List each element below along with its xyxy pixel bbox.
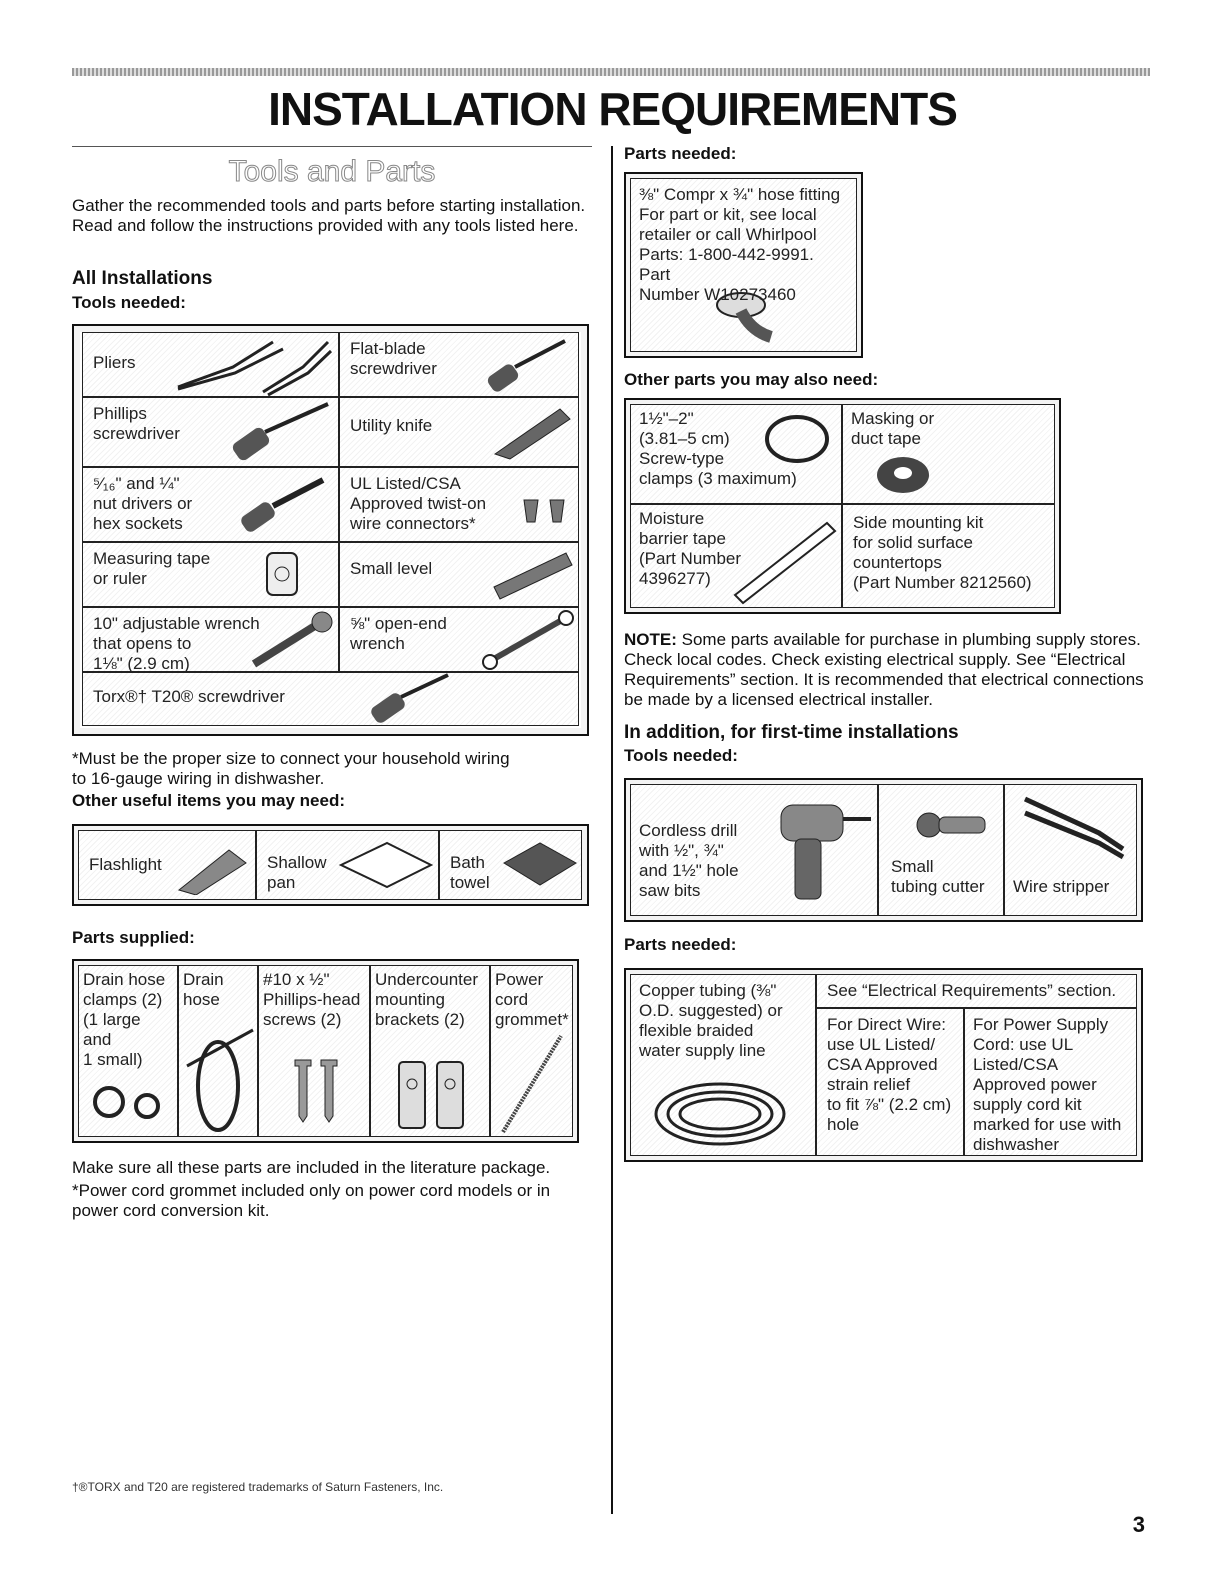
tool-label: Utility knife xyxy=(350,416,433,435)
note-label: NOTE: xyxy=(624,630,677,649)
column-divider xyxy=(611,146,613,1514)
part-hose-fitting xyxy=(630,178,857,352)
part-label: Drain hose clamps (2) (1 large and 1 small) xyxy=(83,970,166,1069)
tools-needed-heading: Tools needed: xyxy=(72,293,186,312)
intro-text: Gather the recommended tools and parts before starting installation. Read and follow the instructions provided with any tools listed here. xyxy=(72,196,586,235)
part-label: Masking or duct tape xyxy=(851,409,935,448)
tool-label: Cordless drill with ½", ¾" and 1½" hole saw bits xyxy=(639,821,739,900)
part-label: Side mounting kit for solid surface countertops (Part Number 8212560) xyxy=(853,513,1032,592)
part-side-mounting-kit xyxy=(842,504,1055,608)
electrical-header xyxy=(816,974,1137,1008)
tool-phillips xyxy=(82,397,339,467)
section-title: Tools and Parts xyxy=(228,155,436,188)
other-parts-heading: Other parts you may also need: xyxy=(624,370,879,389)
tool-label: Phillips screwdriver xyxy=(93,404,180,443)
part-grommet xyxy=(490,965,573,1137)
first-tools-table xyxy=(624,778,1143,922)
tool-label: ⅝" open-end wrench xyxy=(350,614,447,653)
left-rule xyxy=(72,146,592,147)
part-label: Drain hose xyxy=(183,970,224,1009)
tool-small-level xyxy=(339,542,579,607)
hose-fitting-box xyxy=(624,172,863,358)
tape-icon xyxy=(873,453,933,501)
part-label: Undercounter mounting brackets (2) xyxy=(375,970,479,1029)
wire-stripper-icon xyxy=(1019,793,1129,863)
tool-utility-knife xyxy=(339,397,579,467)
part-label: Moisture barrier tape (Part Number 4396277) xyxy=(639,509,742,588)
tool-flat-blade xyxy=(339,332,579,397)
tool-adjustable-wrench xyxy=(82,607,339,672)
tool-wire-stripper xyxy=(1004,784,1137,916)
tool-open-end-wrench xyxy=(339,607,579,672)
grommet-note: *Power cord grommet included only on power cord models or in power cord conversion kit. xyxy=(72,1181,551,1220)
part-direct-wire xyxy=(816,1008,964,1156)
page-number: 3 xyxy=(1132,1512,1145,1537)
part-label: #10 x ½" Phillips-head screws (2) xyxy=(263,970,361,1029)
parts-supplied-table xyxy=(72,959,579,1143)
part-screws xyxy=(258,965,370,1137)
tool-cordless-drill xyxy=(630,784,878,916)
item-label: Flashlight xyxy=(89,855,162,874)
tool-label: Wire stripper xyxy=(1013,877,1110,896)
drain-hose-icon xyxy=(183,1026,258,1136)
first-time-heading: In addition, for first-time installations xyxy=(624,722,959,743)
tool-label: Flat-blade screwdriver xyxy=(350,339,437,378)
parts-supplied-heading: Parts supplied: xyxy=(72,928,195,947)
tool-label: Small tubing cutter xyxy=(891,857,985,896)
all-installations-heading: All Installations xyxy=(72,268,213,289)
tool-label: Torx®† T20® screwdriver xyxy=(93,687,285,706)
part-copper-tubing xyxy=(630,974,816,1156)
tool-torx xyxy=(82,672,579,726)
top-rule xyxy=(72,68,1150,76)
hose-clamp-icon xyxy=(87,1076,172,1128)
part-label: For Power Supply Cord: use UL Listed/CSA Approved power supply cord kit marked for use with dishwasher xyxy=(973,1015,1122,1154)
page-title: INSTALLATION REQUIREMENTS xyxy=(268,83,957,135)
tool-pliers xyxy=(82,332,339,397)
item-flashlight xyxy=(78,830,256,900)
part-drain-hose-clamps xyxy=(78,965,178,1137)
part-label: See “Electrical Requirements” section. xyxy=(827,981,1117,1000)
first-tools-heading: Tools needed: xyxy=(624,746,738,765)
item-shallow-pan xyxy=(256,830,439,900)
part-moisture-tape xyxy=(630,504,842,608)
item-bath-towel xyxy=(439,830,582,900)
tool-label: UL Listed/CSA Approved twist-on wire connectors* xyxy=(350,474,487,533)
screw-icon xyxy=(289,1056,349,1126)
part-brackets xyxy=(370,965,490,1137)
part-screw-clamps xyxy=(630,404,842,504)
useful-items-table xyxy=(72,824,589,906)
supplied-note: Make sure all these parts are included in the literature package. xyxy=(72,1158,551,1177)
useful-items-heading: Other useful items you may need: xyxy=(72,791,346,810)
grommet-icon xyxy=(497,1032,567,1136)
item-label: Bath towel xyxy=(450,853,490,892)
tool-label: Pliers xyxy=(93,353,136,372)
tool-label: Small level xyxy=(350,559,433,578)
tool-wire-connectors xyxy=(339,467,579,542)
item-label: Shallow pan xyxy=(267,853,327,892)
first-parts-table xyxy=(624,968,1143,1162)
tool-label: ⁵⁄₁₆" and ¼" nut drivers or hex sockets xyxy=(93,474,193,533)
tool-measuring-tape xyxy=(82,542,339,607)
tools-footnote: *Must be the proper size to connect your household wiring to 16-gauge wiring in dishwasher. xyxy=(72,749,510,788)
part-label: ⅜" Compr x ¾" hose fitting For part or kit, see local retailer or call Whirlpool Parts: 1-800-442-9991. Part Number W10273460 xyxy=(639,185,841,304)
part-label: For Direct Wire: use UL Listed/ CSA Approved strain relief to fit ⅞" (2.2 cm) hole xyxy=(827,1015,952,1134)
part-drain-hose xyxy=(178,965,258,1137)
other-parts-table xyxy=(624,398,1061,614)
tool-label: Measuring tape or ruler xyxy=(93,549,211,588)
part-label: 1½"–2" (3.81–5 cm) Screw-type clamps (3 maximum) xyxy=(639,409,797,488)
note-paragraph xyxy=(624,630,1144,710)
first-parts-heading: Parts needed: xyxy=(624,935,737,954)
part-power-supply-cord xyxy=(964,1008,1137,1156)
trademark-footnote: †®TORX and T20 are registered trademarks of Saturn Fasteners, Inc. xyxy=(72,1480,444,1494)
parts-needed-heading: Parts needed: xyxy=(624,144,737,163)
part-duct-tape xyxy=(842,404,1055,504)
coil-icon xyxy=(645,1079,805,1154)
tool-nut-drivers xyxy=(82,467,339,542)
tool-label: 10" adjustable wrench that opens to 1⅛" (2.9 cm) xyxy=(93,614,260,673)
bracket-icon xyxy=(393,1048,473,1134)
tool-tubing-cutter xyxy=(878,784,1004,916)
part-label: Copper tubing (⅜" O.D. suggested) or flexible braided water supply line xyxy=(639,981,783,1060)
tubing-cutter-icon xyxy=(909,795,994,850)
note-text: Some parts available for purchase in plumbing supply stores. Check local codes. Check existing electrical supply. See “Electrical Requirements” section. It is recommended that electrical connections be made by a licensed electrical installer. xyxy=(624,630,1144,709)
part-label: Power cord grommet* xyxy=(495,970,569,1029)
tools-table xyxy=(72,324,589,736)
